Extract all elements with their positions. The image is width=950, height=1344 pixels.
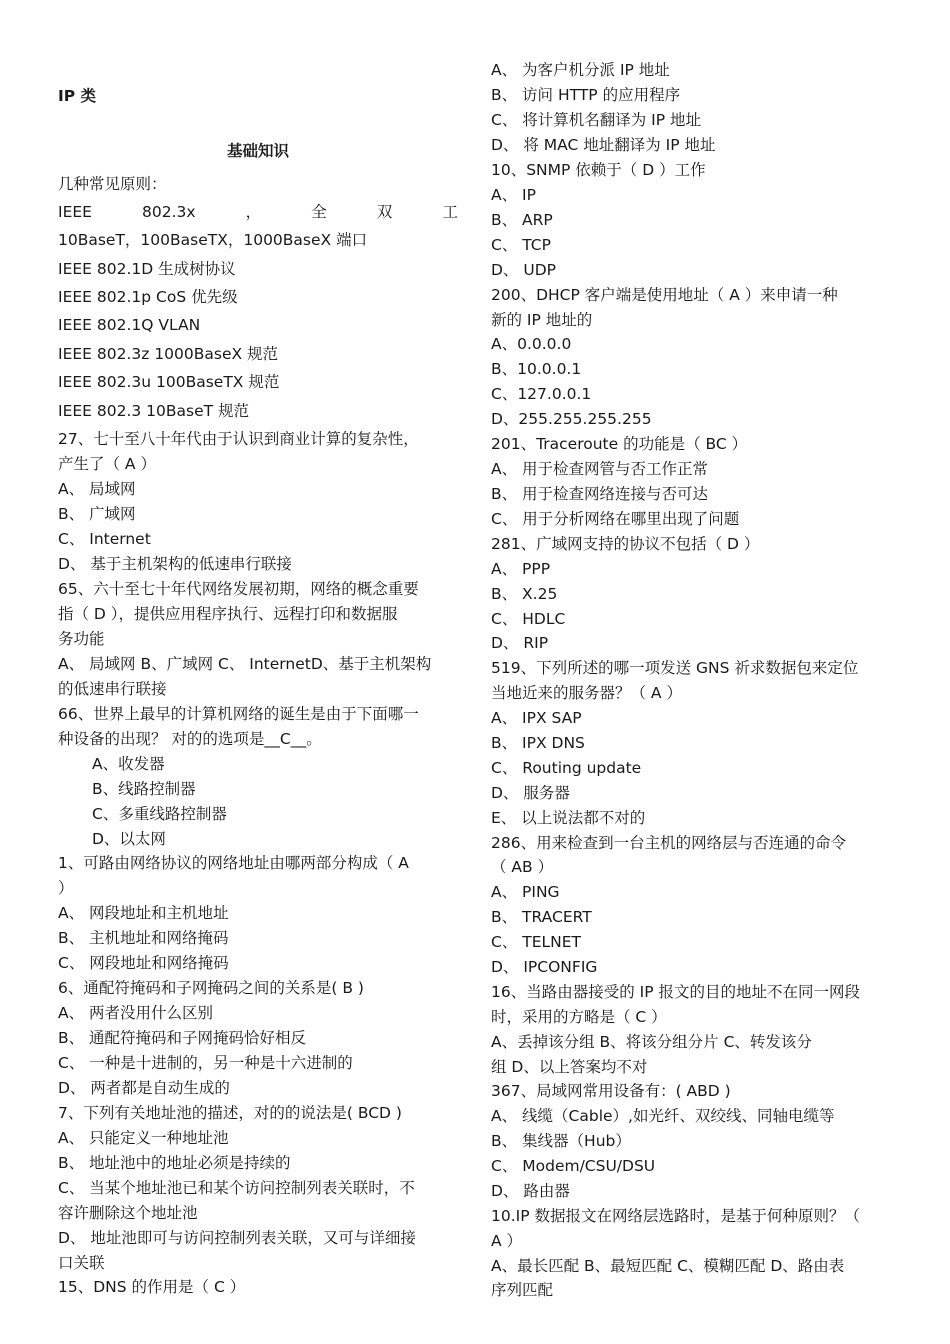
text-line: A、 局域网 B、广域网 C、 InternetD、基于主机架构 — [58, 655, 432, 673]
text-line: 务功能 — [58, 630, 105, 648]
text-line: A、 PPP — [491, 560, 551, 578]
standard-line: IEEE 802.3u 100BaseTX 规范 — [58, 373, 280, 391]
text-line: D、255.255.255.255 — [491, 410, 652, 428]
std-part: 全 — [311, 203, 327, 221]
std-part: ， — [245, 203, 262, 221]
text-line: 组 D、以上答案均不对 — [491, 1058, 648, 1076]
section-subheading: 基础知识 — [226, 142, 289, 160]
text-line: A、丢掉该分组 B、将该分组分片 C、转发该分 — [491, 1033, 812, 1051]
text-line: B、10.0.0.1 — [491, 360, 582, 378]
text-line: A、 网段地址和主机地址 — [58, 904, 229, 922]
text-line: 281、广域网支持的协议不包括（ D ） — [491, 535, 760, 553]
text-line: A ） — [491, 1232, 523, 1250]
text-line: 65、六十至七十年代网络发展初期，网络的概念重要 — [58, 580, 419, 598]
std-part: 802.3x — [142, 203, 196, 221]
standard-line: IEEE 802.3z 1000BaseX 规范 — [58, 345, 279, 363]
text-line: 当地近来的服务器？（ A ） — [491, 684, 682, 702]
text-line: C、 网段地址和网络掩码 — [58, 954, 229, 972]
standard-line: 10BaseT，100BaseTX，1000BaseX 端口 — [58, 231, 368, 249]
text-line: 10.IP 数据报文在网络层选路时，是基于何种原则？（ — [491, 1207, 860, 1225]
text-line: 27、七十至八十年代由于认识到商业计算的复杂性， — [58, 430, 419, 448]
text-line: B、 集线器（Hub） — [491, 1132, 631, 1150]
std-part: IEEE — [58, 203, 92, 221]
text-line: 1、可路由网络协议的网络地址由哪两部分构成（ A — [58, 854, 409, 872]
text-line: D、 将 MAC 地址翻译为 IP 地址 — [491, 136, 716, 154]
text-line: B、 访问 HTTP 的应用程序 — [491, 86, 681, 104]
standard-line: IEEE 802.1D 生成树协议 — [58, 260, 236, 278]
text-line: C、 TELNET — [491, 933, 582, 951]
text-line: A、 用于检查网管与否工作正常 — [491, 460, 709, 478]
text-line: B、 X.25 — [491, 585, 558, 603]
text-line: A、 PING — [491, 883, 560, 901]
text-line: A、 两者没用什么区别 — [58, 1004, 214, 1022]
option-line: B、线路控制器 — [92, 780, 196, 798]
option-line: A、收发器 — [92, 755, 165, 773]
text-line: 10、SNMP 依赖于（ D ）工作 — [491, 161, 706, 179]
text-line: 序列匹配 — [491, 1281, 554, 1299]
text-line: 15、DNS 的作用是（ C ） — [58, 1278, 246, 1296]
std-part: 工 — [442, 203, 458, 221]
text-line: B、 TRACERT — [491, 908, 592, 926]
text-line: C、 Modem/CSU/DSU — [491, 1157, 656, 1175]
text-line: D、 地址池即可与访问控制列表关联，又可与详细接 — [58, 1229, 416, 1247]
text-line: 7、下列有关地址池的描述，对的的说法是( BCD ) — [58, 1104, 402, 1122]
text-line: 的低速串行联接 — [58, 680, 167, 698]
text-line: C、 一种是十进制的，另一种是十六进制的 — [58, 1054, 353, 1072]
text-line: A、 只能定义一种地址池 — [58, 1129, 229, 1147]
text-line: B、 IPX DNS — [491, 734, 585, 752]
text-line: D、 基于主机架构的低速串行联接 — [58, 555, 292, 573]
text-line: C、 将计算机名翻译为 IP 地址 — [491, 111, 702, 129]
text-line: ） — [58, 879, 74, 897]
text-line: C、 Routing update — [491, 759, 642, 777]
text-line: D、 路由器 — [491, 1182, 570, 1200]
text-line: A、 线缆（Cable）,如光纤、双绞线、同轴电缆等 — [491, 1107, 835, 1125]
text-line: 6、通配符掩码和子网掩码之间的关系是( B ) — [58, 979, 364, 997]
text-line: A、0.0.0.0 — [491, 335, 572, 353]
standard-line: IEEE 802.3 10BaseT 规范 — [58, 402, 250, 420]
text-line: D、 RIP — [491, 634, 549, 652]
text-line: C、 TCP — [491, 236, 551, 254]
text-line: B、 广域网 — [58, 505, 136, 523]
text-line: B、 ARP — [491, 211, 553, 229]
text-line: C、 用于分析网络在哪里出现了问题 — [491, 510, 740, 528]
text-line: 新的 IP 地址的 — [491, 311, 593, 329]
text-line: D、 IPCONFIG — [491, 958, 598, 976]
text-line: A、最长匹配 B、最短匹配 C、模糊匹配 D、路由表 — [491, 1257, 845, 1275]
text-line: 种设备的出现？ 对的的选项是__C__。 — [58, 730, 322, 748]
text-line: A、 IPX SAP — [491, 709, 582, 727]
text-line: 519、下列所述的哪一项发送 GNS 祈求数据包来定位 — [491, 659, 859, 677]
text-line: C、 当某个地址池已和某个访问控制列表关联时，不 — [58, 1179, 415, 1197]
text-line: 367、局域网常用设备有：( ABD ) — [491, 1082, 731, 1100]
option-line: C、多重线路控制器 — [92, 805, 227, 823]
text-line: 66、世界上最早的计算机网络的诞生是由于下面哪一 — [58, 705, 419, 723]
principles-label: 几种常见原则： — [58, 175, 167, 193]
text-line: C、127.0.0.1 — [491, 385, 592, 403]
std-part: 双 — [376, 203, 393, 221]
std-8023x-line — [58, 202, 458, 222]
text-line: D、 两者都是自动生成的 — [58, 1079, 230, 1097]
text-line: 时，采用的方略是（ C ） — [491, 1008, 667, 1026]
text-line: B、 主机地址和网络掩码 — [58, 929, 229, 947]
text-line: A、 IP — [491, 186, 536, 204]
text-line: 容许删除这个地址池 — [58, 1204, 198, 1222]
text-line: （ AB ） — [491, 858, 554, 876]
section-heading: IP 类 — [58, 87, 97, 105]
text-line: A、 为客户机分派 IP 地址 — [491, 61, 670, 79]
text-line: 286、用来检查到一台主机的网络层与否连通的命令 — [491, 834, 847, 852]
text-line: D、 服务器 — [491, 784, 570, 802]
text-line: 指（ D ），提供应用程序执行、远程打印和数据服 — [58, 605, 398, 623]
text-line: D、 UDP — [491, 261, 556, 279]
text-line: 16、当路由器接受的 IP 报文的目的地址不在同一网段 — [491, 983, 860, 1001]
text-line: 口关联 — [58, 1254, 105, 1272]
text-line: B、 用于检查网络连接与否可达 — [491, 485, 709, 503]
standard-line: IEEE 802.1Q VLAN — [58, 316, 201, 334]
text-line: C、 HDLC — [491, 610, 566, 628]
option-line: D、以太网 — [92, 830, 166, 848]
text-line: 产生了（ A ） — [58, 455, 156, 473]
standard-line: IEEE 802.1p CoS 优先级 — [58, 288, 238, 306]
text-line: E、 以上说法都不对的 — [491, 809, 646, 827]
text-line: 200、DHCP 客户端是使用地址（ A ）来申请一种 — [491, 286, 838, 304]
text-line: 201、Traceroute 的功能是（ BC ） — [491, 435, 748, 453]
text-line: A、 局域网 — [58, 480, 136, 498]
text-line: B、 通配符掩码和子网掩码恰好相反 — [58, 1029, 307, 1047]
text-line: B、 地址池中的地址必须是持续的 — [58, 1154, 291, 1172]
text-line: C、 Internet — [58, 530, 151, 548]
